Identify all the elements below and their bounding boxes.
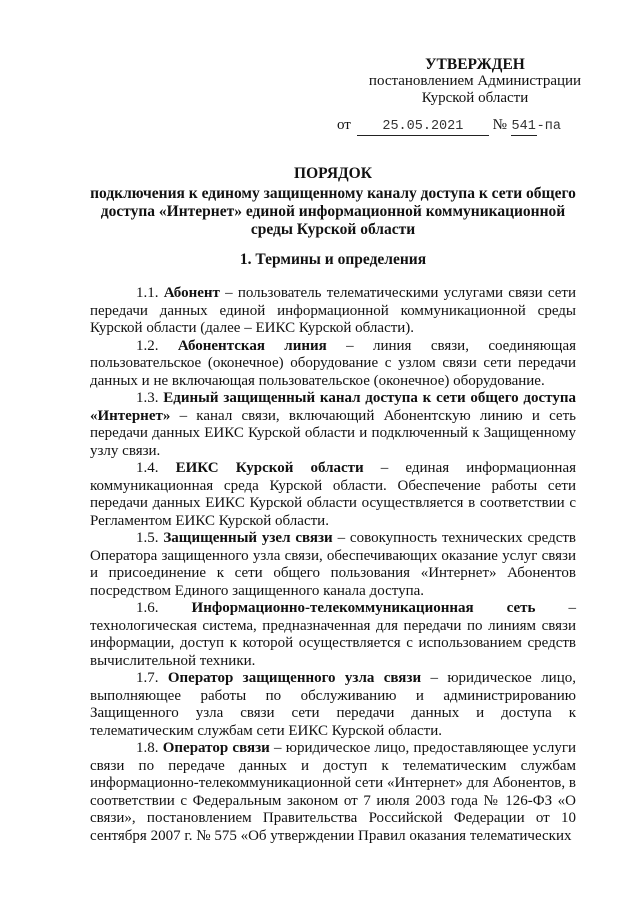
- date-value: 25.05.2021: [357, 118, 489, 136]
- paragraph-text: – технологическая система, предназначенная для передачи по линиям связи информации, доступ к которой осуществляется с использованием средств вычислительной техники.: [90, 600, 576, 669]
- paragraph: [90, 390, 576, 460]
- paragraph-number: 1.2.: [136, 337, 159, 354]
- paragraph-term: Защищенный узел связи: [163, 530, 333, 546]
- paragraph-number: 1.6.: [136, 600, 159, 616]
- paragraph: [90, 600, 576, 670]
- paragraph: [90, 740, 576, 845]
- paragraph: [90, 530, 576, 600]
- paragraph-number: 1.8.: [136, 740, 159, 756]
- paragraph-term: Абонентская линия: [177, 337, 327, 354]
- paragraph-text: – линия связи, соединяющая пользовательское (оконечное) оборудование с узлом связи сети передачи данных и не включающая пользовательское (оконечное) оборудование.: [90, 337, 577, 389]
- paragraph-term: Оператор защищенного узла связи: [167, 670, 422, 686]
- paragraph-number: 1.7.: [136, 670, 159, 686]
- paragraph-number: 1.1.: [136, 285, 159, 301]
- paragraph-term: Оператор связи: [162, 740, 270, 756]
- section-heading: 1. Термины и определения: [239, 251, 427, 268]
- document-body: [90, 285, 576, 845]
- paragraph-text: – канал связи, включающий Абонентскую линию и сеть передачи данных ЕИКС Курской области и подключенный к Защищенному узлу связи.: [90, 407, 576, 459]
- approval-heading: УТВЕРЖДЕН: [425, 56, 525, 73]
- number-suffix: -па: [536, 119, 561, 134]
- approval-line-2: Курской области: [421, 90, 529, 106]
- paragraph-number: 1.3.: [136, 390, 159, 406]
- paragraph-term: Единый защищенный канал доступа к сети общего доступа «Интернет»: [90, 390, 576, 424]
- paragraph-number: 1.5.: [136, 530, 159, 546]
- number-prefix: №: [492, 117, 507, 133]
- paragraph-number: 1.4.: [136, 460, 159, 476]
- number-value: 541: [511, 119, 536, 134]
- approval-stamp: [355, 56, 595, 107]
- approval-line-1: постановлением Администрации: [368, 73, 582, 89]
- paragraph: [90, 670, 576, 740]
- paragraph-term: Информационно-телекоммуникационная сеть: [191, 600, 536, 616]
- paragraph: [90, 460, 576, 530]
- date-prefix: от: [337, 117, 351, 133]
- paragraph: [90, 338, 576, 391]
- paragraph: [90, 285, 576, 338]
- document-title: [90, 165, 576, 239]
- paragraph-text: – единая информационная коммуникационная среда Курской области. Обеспечение работы сети передачи данных ЕИКС Курской области осуществляется в соответствии с Регламентом ЕИКС Курской области.: [90, 460, 577, 529]
- paragraph-text: – пользователь телематическими услугами связи сети передачи данных единой информационной коммуникационной среды Курской области (далее – ЕИКС Курской области).: [90, 285, 576, 336]
- paragraph-term: Абонент: [163, 285, 220, 301]
- paragraph-text: – юридическое лицо, выполняющее работы по обслуживанию и администрированию Защищенного узла связи сети передачи данных и доступа к телематическим службам сети ЕИКС Курской области.: [90, 670, 576, 739]
- approval-date-row: [337, 117, 561, 136]
- paragraph-text: – совокупность технических средств Оператора защищенного узла связи, обеспечивающих оказание услуг связи и присоединение к сети общего пользования «Интернет» Абонентов посредством Единого защищенного канала доступа.: [90, 530, 577, 599]
- title-main: ПОРЯДОК: [294, 165, 372, 182]
- paragraph-term: ЕИКС Курской области: [175, 460, 364, 476]
- title-subtitle: подключения к единому защищенному каналу доступа к сети общего доступа «Интернет» единой информационной коммуникационной среды Курской области: [90, 185, 576, 238]
- paragraph-text: – юридическое лицо, предоставляющее услуги связи по передаче данных и доступ к телематическим службам информационно-телекоммуникационной сети «Интернет» для Абонентов, в соответствии с Федеральным законом от 7 июля 2003 года № 126-ФЗ «О связи», постановлением Правительства Российской Федерации от 10 сентября 2007 г. № 575 «Об утверждении Правил оказания телематических: [90, 740, 577, 844]
